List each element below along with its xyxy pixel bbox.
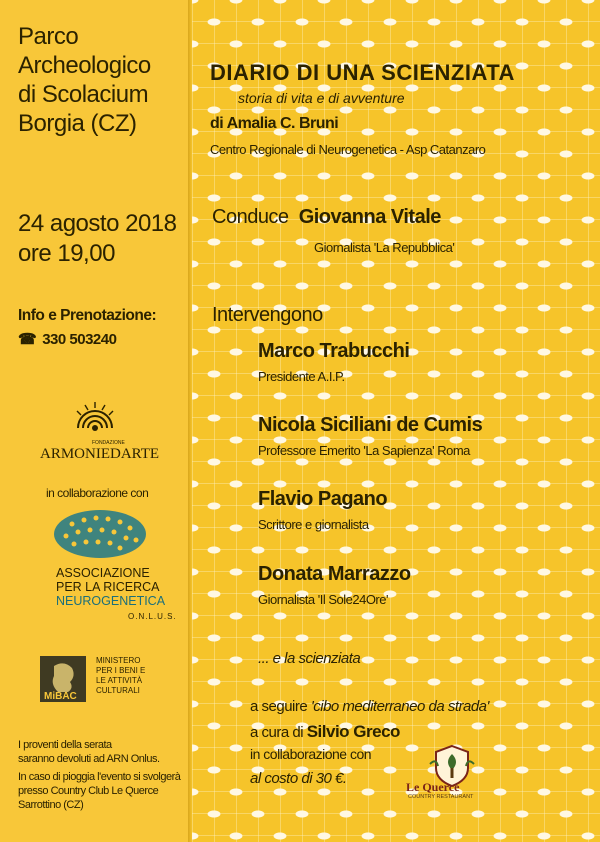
note-line: In caso di pioggia l'evento si svolgerà — [18, 771, 181, 783]
speaker-name: Marco Trabucchi — [258, 340, 410, 362]
proceeds-note — [18, 738, 160, 766]
note-line: presso Country Club Le Querce — [18, 785, 159, 797]
venue-line: Archeologico — [18, 52, 151, 79]
info-label: Info e Prenotazione: — [18, 307, 157, 324]
curator-name: Silvio Greco — [306, 722, 400, 741]
follow-prefix: a seguire — [250, 698, 311, 715]
speaker-role: Scrittore e giornalista — [258, 517, 369, 532]
follow-event: 'cibo mediterraneo da strada' — [310, 698, 489, 715]
armoniedarte-logo-icon — [70, 398, 120, 440]
ministero-line: PER I BENI E — [96, 666, 146, 675]
phone-icon: ☎ — [18, 331, 37, 348]
speakers-label: Intervengono — [212, 304, 323, 326]
note-line: saranno devoluti ad ARN Onlus. — [18, 753, 160, 765]
speaker-name: Donata Marrazzo — [258, 563, 411, 585]
venue-line: Borgia (CZ) — [18, 110, 137, 137]
partner-name: Le Querce — [406, 780, 460, 794]
book-title: DIARIO DI UNA SCIENZIATA — [210, 60, 515, 85]
arn-name — [56, 566, 160, 594]
venue-line: Parco — [18, 23, 79, 50]
moderator-role: Giornalista 'La Repubblica' — [314, 240, 455, 255]
brain-logo-icon — [50, 508, 150, 560]
rain-note — [18, 770, 180, 812]
speaker-role: Presidente A.I.P. — [258, 369, 345, 384]
note-line: Sarrottino (CZ) — [18, 799, 84, 811]
phone-number: 330 503240 — [42, 331, 117, 348]
org-small-label: FONDAZIONE — [92, 440, 125, 446]
moderator-name: Giovanna Vitale — [298, 206, 441, 228]
moderator-line — [212, 206, 441, 229]
collab-label: in collaborazione con — [46, 486, 149, 500]
speaker-name: Nicola Siciliani de Cumis — [258, 414, 483, 436]
date-block — [18, 209, 176, 269]
follow-line — [250, 698, 489, 715]
speaker-name: Flavio Pagano — [258, 488, 388, 510]
phone-line — [18, 330, 116, 348]
curator-prefix: a cura di — [250, 724, 307, 741]
partner-label: in collaborazione con — [250, 746, 372, 762]
org-name: ARMONIEDARTE — [40, 446, 160, 462]
author-line — [210, 115, 338, 133]
ministero-label — [96, 656, 145, 696]
arn-suffix: O.N.L.U.S. — [128, 612, 177, 621]
venue-block — [18, 22, 151, 138]
speaker-role: Giornalista 'Il Sole24Ore' — [258, 592, 388, 607]
note-line: I proventi della serata — [18, 739, 112, 751]
price-line: al costo di 30 €. — [250, 770, 347, 787]
arn-line: PER LA RICERCA — [56, 580, 160, 594]
partner-subtitle: COUNTRY RESTAURANT — [408, 794, 474, 800]
mibac-logo-icon — [40, 656, 86, 702]
author-prefix: di — [210, 115, 227, 132]
mibac-logo-text: MiBAC — [44, 691, 77, 702]
book-subtitle: storia di vita e di avventure — [238, 90, 405, 106]
event-time: ore 19,00 — [18, 240, 115, 267]
ministero-line: LE ATTIVITÀ — [96, 676, 143, 685]
ministero-line: MINISTERO — [96, 656, 141, 665]
speaker-role: Professore Emerito 'La Sapienza' Roma — [258, 443, 470, 458]
author-affiliation: Centro Regionale di Neurogenetica - Asp Catanzaro — [210, 142, 486, 157]
arn-line: ASSOCIAZIONE — [56, 566, 150, 580]
moderator-label: Conduce — [212, 206, 289, 228]
arn-accent: NEUROGENETICA — [56, 594, 166, 608]
venue-line: di Scolacium — [18, 81, 149, 108]
scientist-line: ... e la scienziata — [258, 650, 361, 667]
author-name: Amalia C. Bruni — [226, 115, 339, 132]
event-date: 24 agosto 2018 — [18, 210, 177, 237]
ministero-line: CULTURALI — [96, 686, 140, 695]
curator-line — [250, 722, 400, 742]
